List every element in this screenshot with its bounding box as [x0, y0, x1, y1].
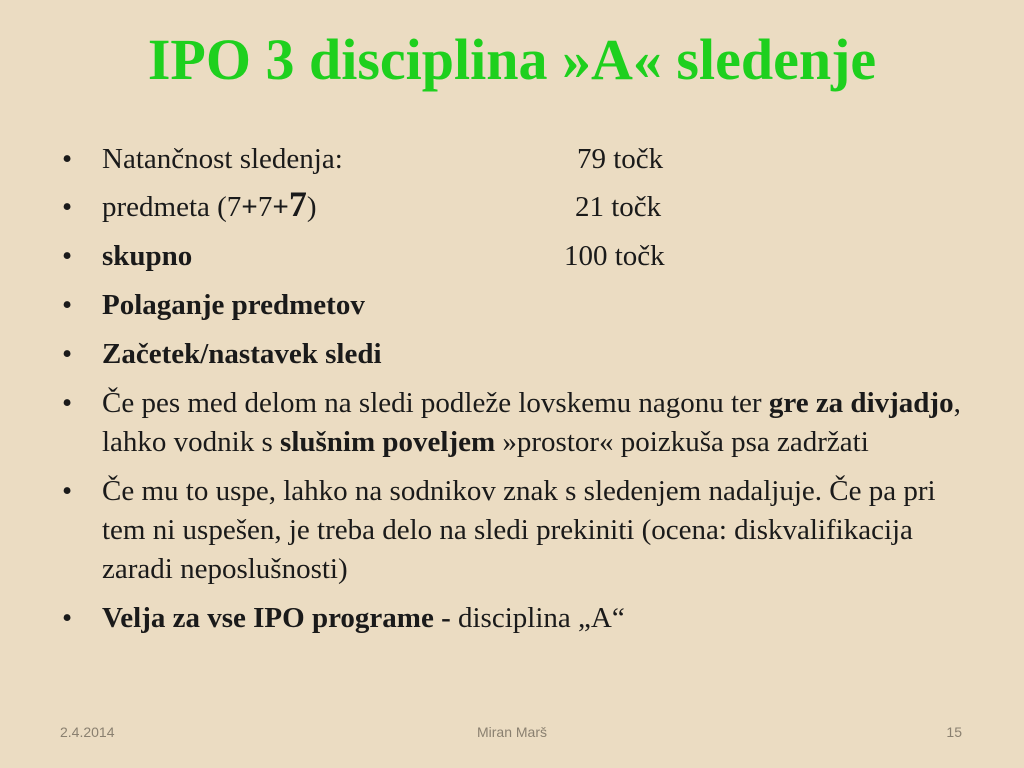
- uspeh-text: Če mu to uspe, lahko na sodnikov znak s sledenjem nadaljuje. Če pa pri tem ni uspešen, je treba delo na sledi prekiniti (ocena: diskvalifikacija zaradi neposlušnosti): [102, 475, 936, 585]
- bullet-polaganje: [62, 286, 962, 325]
- slide-title: IPO 3 disciplina »A« sledenje: [147, 27, 877, 92]
- bullet-zacetek: [62, 335, 962, 374]
- velja-text: disciplina „A“: [458, 602, 625, 634]
- bullet-uspeh: [62, 472, 962, 589]
- predmeta-label: • predmeta (7+7+7): [102, 184, 317, 224]
- bullet-list: [62, 140, 962, 638]
- skupno-value: 100 točk: [564, 240, 665, 272]
- bullet-velja: [62, 599, 962, 638]
- footer-page-number: 15: [946, 724, 962, 740]
- footer-date: 2.4.2014: [60, 724, 115, 740]
- zacetek-text: Začetek/nastavek sledi: [102, 338, 382, 370]
- bold-gre-za-divjadjo: gre za divjadjo: [768, 387, 954, 419]
- polaganje-text: Polaganje predmetov: [102, 289, 365, 321]
- predmeta-value: 21 točk: [575, 191, 662, 223]
- bullet-natancnost: [62, 140, 962, 179]
- bullet-predmeta: [62, 184, 962, 227]
- bullet-lovski-nagon: • Če pes med delom na sledi podleže lovskemu nagonu ter gre za divjadjo, lahko vodnik s slušnim poveljem »prostor« poizkuša psa zadržati: [62, 384, 962, 462]
- natancnost-label: • Natančnost sledenja:: [102, 143, 343, 175]
- bold-slusnim-poveljem: slušnim poveljem: [280, 426, 496, 458]
- velja-bold: Velja za vse IPO programe -: [102, 602, 458, 634]
- footer-author: Miran Marš: [476, 724, 547, 740]
- bullet-skupno: [62, 237, 962, 276]
- natancnost-value: 79 točk: [577, 143, 664, 175]
- skupno-label: • skupno: [102, 240, 193, 272]
